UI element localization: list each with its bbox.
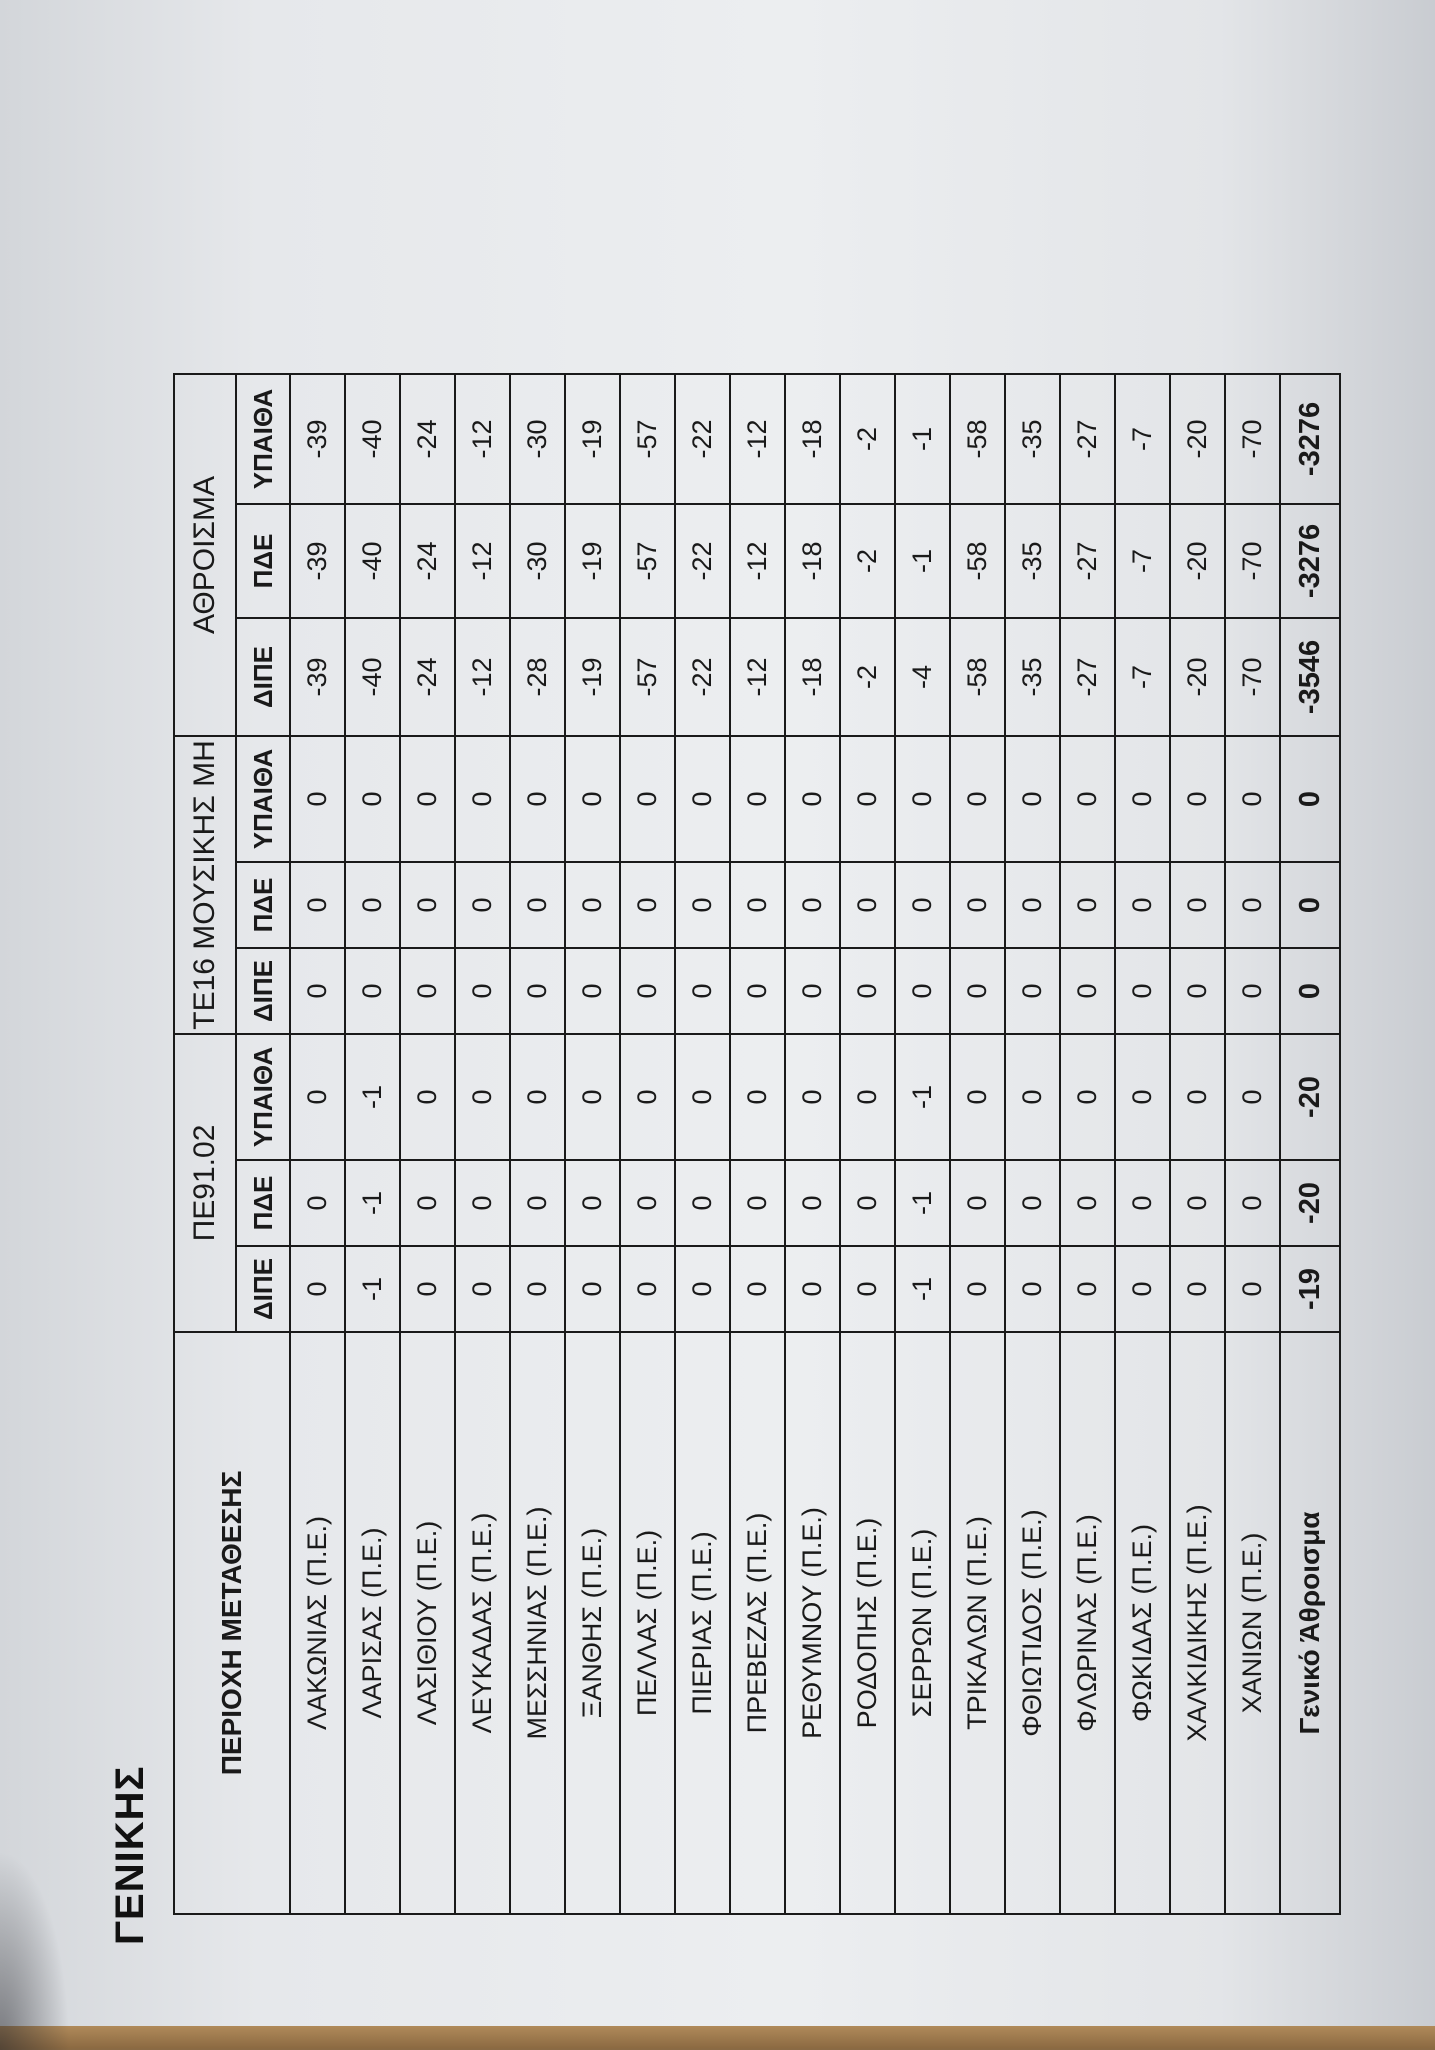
- value-cell: -20: [1170, 374, 1225, 504]
- value-cell: 0: [1170, 948, 1225, 1034]
- value-cell: 0: [1060, 1246, 1115, 1332]
- value-cell: 0: [400, 736, 455, 862]
- value-cell: -12: [455, 504, 510, 618]
- value-cell: 0: [400, 1034, 455, 1160]
- document-content: [108, 145, 1338, 1945]
- value-cell: 0: [620, 1246, 675, 1332]
- value-cell: 0: [1115, 862, 1170, 948]
- value-cell: 0: [730, 862, 785, 948]
- area-cell: ΠΡΕΒΕΖΑΣ (Π.Ε.): [730, 1332, 785, 1914]
- value-cell: 0: [950, 1034, 1005, 1160]
- value-cell: -28: [510, 618, 565, 736]
- value-cell: 0: [1225, 736, 1280, 862]
- value-cell: -24: [400, 618, 455, 736]
- value-cell: 0: [1115, 1246, 1170, 1332]
- value-cell: -1: [895, 374, 950, 504]
- value-cell: 0: [1225, 1246, 1280, 1332]
- value-cell: 0: [1005, 1246, 1060, 1332]
- value-cell: 0: [400, 862, 455, 948]
- value-cell: 0: [950, 862, 1005, 948]
- value-cell: 0: [1225, 1160, 1280, 1246]
- value-cell: 0: [290, 1246, 345, 1332]
- value-cell: -12: [455, 374, 510, 504]
- value-cell: 0: [400, 1246, 455, 1332]
- table-row: [730, 374, 785, 1914]
- area-cell: ΧΑΝΙΩΝ (Π.Ε.): [1225, 1332, 1280, 1914]
- value-cell: -70: [1225, 504, 1280, 618]
- value-cell: 0: [1170, 862, 1225, 948]
- value-cell: 0: [840, 862, 895, 948]
- value-cell: -7: [1115, 504, 1170, 618]
- value-cell: -19: [565, 618, 620, 736]
- value-cell: 0: [950, 948, 1005, 1034]
- transfer-table: [173, 373, 1341, 1915]
- value-cell: 0: [950, 1246, 1005, 1332]
- value-cell: -57: [620, 504, 675, 618]
- table-row: [565, 374, 620, 1914]
- value-cell: 0: [730, 1246, 785, 1332]
- value-cell: 0: [840, 948, 895, 1034]
- group-header-pe9102: ΠΕ91.02: [174, 1034, 236, 1332]
- total-cell: 0: [1280, 736, 1340, 862]
- group-header-te16: ΤΕ16 ΜΟΥΣΙΚΗΣ ΜΗ: [174, 736, 236, 1034]
- subheader-pde: ΠΔΕ: [236, 862, 290, 948]
- value-cell: 0: [895, 736, 950, 862]
- value-cell: 0: [620, 1160, 675, 1246]
- area-cell: ΜΕΣΣΗΝΙΑΣ (Π.Ε.): [510, 1332, 565, 1914]
- value-cell: 0: [675, 1246, 730, 1332]
- value-cell: -1: [895, 1034, 950, 1160]
- value-cell: -18: [785, 504, 840, 618]
- value-cell: -2: [840, 618, 895, 736]
- value-cell: -27: [1060, 618, 1115, 736]
- value-cell: 0: [1005, 948, 1060, 1034]
- value-cell: -35: [1005, 618, 1060, 736]
- value-cell: 0: [620, 736, 675, 862]
- value-cell: 0: [1060, 1034, 1115, 1160]
- value-cell: -39: [290, 618, 345, 736]
- value-cell: -27: [1060, 374, 1115, 504]
- area-cell: ΡΕΘΥΜΝΟΥ (Π.Ε.): [785, 1332, 840, 1914]
- value-cell: -40: [345, 374, 400, 504]
- group-header-sum: ΑΘΡΟΙΣΜΑ: [174, 374, 236, 736]
- area-cell: ΞΑΝΘΗΣ (Π.Ε.): [565, 1332, 620, 1914]
- area-header: ΠΕΡΙΟΧΗ ΜΕΤΑΘΕΣΗΣ: [174, 1332, 290, 1914]
- value-cell: 0: [1005, 1034, 1060, 1160]
- area-cell: ΛΑΚΩΝΙΑΣ (Π.Ε.): [290, 1332, 345, 1914]
- value-cell: -58: [950, 618, 1005, 736]
- value-cell: 0: [510, 1160, 565, 1246]
- total-cell: -3546: [1280, 618, 1340, 736]
- value-cell: -30: [510, 504, 565, 618]
- table-row: [345, 374, 400, 1914]
- value-cell: -39: [290, 504, 345, 618]
- value-cell: 0: [565, 736, 620, 862]
- value-cell: 0: [565, 1246, 620, 1332]
- table-row: [1005, 374, 1060, 1914]
- value-cell: 0: [1005, 736, 1060, 862]
- subheader-ypaitha: ΥΠΑΙΘΑ: [236, 736, 290, 862]
- value-cell: -19: [565, 504, 620, 618]
- area-cell: ΠΕΛΛΑΣ (Π.Ε.): [620, 1332, 675, 1914]
- value-cell: 0: [510, 862, 565, 948]
- value-cell: 0: [785, 1246, 840, 1332]
- value-cell: -7: [1115, 618, 1170, 736]
- finger-shadow: [0, 1850, 70, 2050]
- area-cell: ΦΘΙΩΤΙΔΟΣ (Π.Ε.): [1005, 1332, 1060, 1914]
- value-cell: 0: [840, 1160, 895, 1246]
- value-cell: 0: [455, 862, 510, 948]
- subheader-ypaitha: ΥΠΑΙΘΑ: [236, 374, 290, 504]
- value-cell: 0: [1115, 1160, 1170, 1246]
- value-cell: 0: [1115, 948, 1170, 1034]
- value-cell: 0: [455, 1034, 510, 1160]
- value-cell: -57: [620, 618, 675, 736]
- value-cell: -12: [455, 618, 510, 736]
- value-cell: -18: [785, 374, 840, 504]
- value-cell: 0: [1060, 862, 1115, 948]
- table-row: [510, 374, 565, 1914]
- value-cell: 0: [1005, 862, 1060, 948]
- value-cell: 0: [1170, 736, 1225, 862]
- value-cell: -1: [345, 1034, 400, 1160]
- value-cell: 0: [840, 1246, 895, 1332]
- subheader-dipe: ΔΙΠΕ: [236, 618, 290, 736]
- value-cell: -30: [510, 374, 565, 504]
- value-cell: -1: [345, 1246, 400, 1332]
- value-cell: 0: [950, 736, 1005, 862]
- total-cell: 0: [1280, 948, 1340, 1034]
- value-cell: -57: [620, 374, 675, 504]
- value-cell: -22: [675, 504, 730, 618]
- value-cell: 0: [840, 1034, 895, 1160]
- value-cell: -22: [675, 618, 730, 736]
- value-cell: -24: [400, 374, 455, 504]
- value-cell: -24: [400, 504, 455, 618]
- total-cell: -20: [1280, 1034, 1340, 1160]
- value-cell: 0: [1225, 948, 1280, 1034]
- value-cell: 0: [565, 948, 620, 1034]
- page-title: ΓΕΝΙΚΗΣ: [108, 1765, 152, 1945]
- value-cell: -35: [1005, 504, 1060, 618]
- subheader-dipe: ΔΙΠΕ: [236, 948, 290, 1034]
- table-row: [1225, 374, 1280, 1914]
- value-cell: -18: [785, 618, 840, 736]
- value-cell: -2: [840, 504, 895, 618]
- total-cell: -19: [1280, 1246, 1340, 1332]
- value-cell: -70: [1225, 618, 1280, 736]
- table-row: [455, 374, 510, 1914]
- value-cell: 0: [840, 736, 895, 862]
- value-cell: 0: [675, 736, 730, 862]
- value-cell: -35: [1005, 374, 1060, 504]
- area-cell: ΛΕΥΚΑΔΑΣ (Π.Ε.): [455, 1332, 510, 1914]
- table-row: [620, 374, 675, 1914]
- table-row: [400, 374, 455, 1914]
- value-cell: 0: [1225, 1034, 1280, 1160]
- table-row: [1170, 374, 1225, 1914]
- table-row: [675, 374, 730, 1914]
- total-label: Γενικό Άθροισμα: [1280, 1332, 1340, 1914]
- value-cell: 0: [730, 1034, 785, 1160]
- value-cell: -58: [950, 374, 1005, 504]
- value-cell: 0: [290, 1160, 345, 1246]
- table-row: [895, 374, 950, 1914]
- value-cell: 0: [1060, 948, 1115, 1034]
- value-cell: 0: [785, 948, 840, 1034]
- subheader-pde: ΠΔΕ: [236, 1160, 290, 1246]
- value-cell: 0: [895, 862, 950, 948]
- area-cell: ΦΩΚΙΔΑΣ (Π.Ε.): [1115, 1332, 1170, 1914]
- value-cell: -20: [1170, 504, 1225, 618]
- table-row: [1060, 374, 1115, 1914]
- area-cell: ΡΟΔΟΠΗΣ (Π.Ε.): [840, 1332, 895, 1914]
- value-cell: -4: [895, 618, 950, 736]
- total-cell: 0: [1280, 862, 1340, 948]
- value-cell: -70: [1225, 374, 1280, 504]
- value-cell: -12: [730, 504, 785, 618]
- value-cell: 0: [510, 1034, 565, 1160]
- value-cell: 0: [895, 948, 950, 1034]
- value-cell: 0: [455, 948, 510, 1034]
- value-cell: 0: [290, 736, 345, 862]
- value-cell: 0: [785, 862, 840, 948]
- value-cell: 0: [785, 736, 840, 862]
- value-cell: 0: [1170, 1246, 1225, 1332]
- value-cell: 0: [510, 1246, 565, 1332]
- value-cell: 0: [1225, 862, 1280, 948]
- value-cell: 0: [400, 948, 455, 1034]
- value-cell: 0: [1170, 1034, 1225, 1160]
- value-cell: 0: [730, 1160, 785, 1246]
- table-row: [785, 374, 840, 1914]
- value-cell: -1: [895, 1246, 950, 1332]
- value-cell: 0: [290, 1034, 345, 1160]
- value-cell: 0: [785, 1034, 840, 1160]
- area-cell: ΧΑΛΚΙΔΙΚΗΣ (Π.Ε.): [1170, 1332, 1225, 1914]
- subheader-dipe: ΔΙΠΕ: [236, 1246, 290, 1332]
- value-cell: 0: [620, 862, 675, 948]
- value-cell: -12: [730, 374, 785, 504]
- value-cell: 0: [565, 1034, 620, 1160]
- subheader-pde: ΠΔΕ: [236, 504, 290, 618]
- value-cell: 0: [785, 1160, 840, 1246]
- total-cell: -20: [1280, 1160, 1340, 1246]
- value-cell: 0: [290, 862, 345, 948]
- table-row: [1115, 374, 1170, 1914]
- value-cell: 0: [675, 1160, 730, 1246]
- value-cell: 0: [620, 948, 675, 1034]
- subheader-ypaitha: ΥΠΑΙΘΑ: [236, 1034, 290, 1160]
- value-cell: -19: [565, 374, 620, 504]
- total-cell: -3276: [1280, 374, 1340, 504]
- value-cell: -27: [1060, 504, 1115, 618]
- value-cell: 0: [730, 948, 785, 1034]
- value-cell: -40: [345, 618, 400, 736]
- value-cell: 0: [950, 1160, 1005, 1246]
- value-cell: 0: [290, 948, 345, 1034]
- value-cell: 0: [565, 1160, 620, 1246]
- value-cell: -1: [345, 1160, 400, 1246]
- table-row: [290, 374, 345, 1914]
- value-cell: 0: [1115, 736, 1170, 862]
- total-row: [1280, 374, 1340, 1914]
- desk-edge: [0, 2026, 1435, 2048]
- value-cell: -1: [895, 504, 950, 618]
- value-cell: -22: [675, 374, 730, 504]
- value-cell: 0: [1060, 1160, 1115, 1246]
- area-cell: ΛΑΣΙΘΙΟΥ (Π.Ε.): [400, 1332, 455, 1914]
- table-row: [950, 374, 1005, 1914]
- value-cell: -20: [1170, 618, 1225, 736]
- value-cell: 0: [675, 1034, 730, 1160]
- value-cell: 0: [510, 736, 565, 862]
- value-cell: -1: [895, 1160, 950, 1246]
- value-cell: -39: [290, 374, 345, 504]
- value-cell: 0: [730, 736, 785, 862]
- value-cell: 0: [565, 862, 620, 948]
- area-cell: ΤΡΙΚΑΛΩΝ (Π.Ε.): [950, 1332, 1005, 1914]
- value-cell: 0: [400, 1160, 455, 1246]
- value-cell: 0: [345, 862, 400, 948]
- value-cell: -40: [345, 504, 400, 618]
- value-cell: -2: [840, 374, 895, 504]
- value-cell: 0: [1115, 1034, 1170, 1160]
- value-cell: 0: [675, 862, 730, 948]
- value-cell: 0: [1005, 1160, 1060, 1246]
- value-cell: 0: [510, 948, 565, 1034]
- area-cell: ΦΛΩΡΙΝΑΣ (Π.Ε.): [1060, 1332, 1115, 1914]
- value-cell: 0: [675, 948, 730, 1034]
- value-cell: 0: [1170, 1160, 1225, 1246]
- value-cell: 0: [620, 1034, 675, 1160]
- value-cell: 0: [455, 736, 510, 862]
- value-cell: -58: [950, 504, 1005, 618]
- value-cell: 0: [455, 1160, 510, 1246]
- value-cell: 0: [1060, 736, 1115, 862]
- area-cell: ΠΙΕΡΙΑΣ (Π.Ε.): [675, 1332, 730, 1914]
- value-cell: -12: [730, 618, 785, 736]
- value-cell: 0: [455, 1246, 510, 1332]
- area-cell: ΛΑΡΙΣΑΣ (Π.Ε.): [345, 1332, 400, 1914]
- area-cell: ΣΕΡΡΩΝ (Π.Ε.): [895, 1332, 950, 1914]
- table-row: [840, 374, 895, 1914]
- value-cell: -7: [1115, 374, 1170, 504]
- total-cell: -3276: [1280, 504, 1340, 618]
- value-cell: 0: [345, 948, 400, 1034]
- value-cell: 0: [345, 736, 400, 862]
